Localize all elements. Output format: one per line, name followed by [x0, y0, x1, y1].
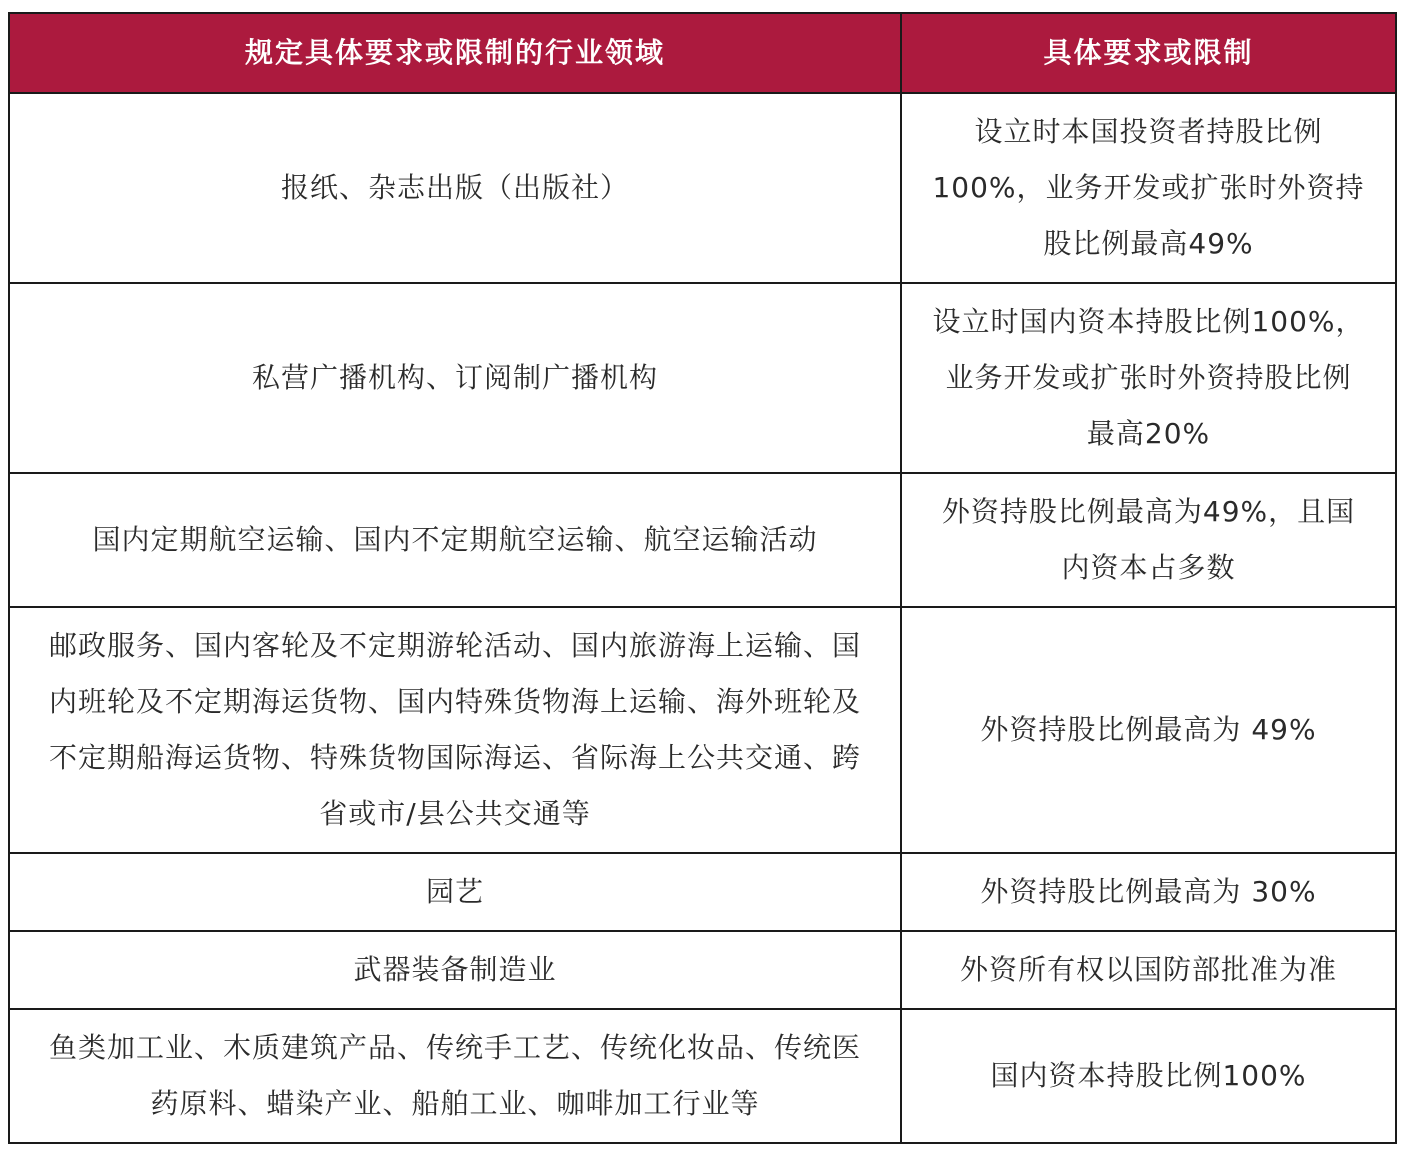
- table-row: [9, 93, 1396, 283]
- sector-cell: 武器装备制造业: [9, 931, 901, 1009]
- requirement-cell: 外资持股比例最高为 49%: [901, 607, 1396, 853]
- table-header-row: [9, 13, 1396, 93]
- requirement-cell: 外资持股比例最高为49%，且国内资本占多数: [901, 473, 1396, 607]
- table-row: [9, 931, 1396, 1009]
- requirement-cell: 国内资本持股比例100%: [901, 1009, 1396, 1143]
- table-row: [9, 1009, 1396, 1143]
- sector-cell: 园艺: [9, 853, 901, 931]
- requirement-cell: 设立时国内资本持股比例100%，业务开发或扩张时外资持股比例最高20%: [901, 283, 1396, 473]
- header-sector: 规定具体要求或限制的行业领域: [9, 13, 901, 93]
- sector-cell: 私营广播机构、订阅制广播机构: [9, 283, 901, 473]
- sector-cell: 国内定期航空运输、国内不定期航空运输、航空运输活动: [9, 473, 901, 607]
- requirement-cell: 外资持股比例最高为 30%: [901, 853, 1396, 931]
- table-row: [9, 607, 1396, 853]
- table-row: [9, 853, 1396, 931]
- table-row: [9, 283, 1396, 473]
- requirement-cell: 设立时本国投资者持股比例100%，业务开发或扩张时外资持股比例最高49%: [901, 93, 1396, 283]
- header-requirement: 具体要求或限制: [901, 13, 1396, 93]
- sector-cell: 邮政服务、国内客轮及不定期游轮活动、国内旅游海上运输、国内班轮及不定期海运货物、国内特殊货物海上运输、海外班轮及不定期船海运货物、特殊货物国际海运、省际海上公共交通、跨省或市/县公共交通等: [9, 607, 901, 853]
- restriction-table-container: [8, 12, 1395, 1144]
- table-row: [9, 473, 1396, 607]
- sector-cell: 鱼类加工业、木质建筑产品、传统手工艺、传统化妆品、传统医药原料、蜡染产业、船舶工业、咖啡加工行业等: [9, 1009, 901, 1143]
- sector-cell: 报纸、杂志出版（出版社）: [9, 93, 901, 283]
- restriction-table: [8, 12, 1397, 1144]
- requirement-cell: 外资所有权以国防部批准为准: [901, 931, 1396, 1009]
